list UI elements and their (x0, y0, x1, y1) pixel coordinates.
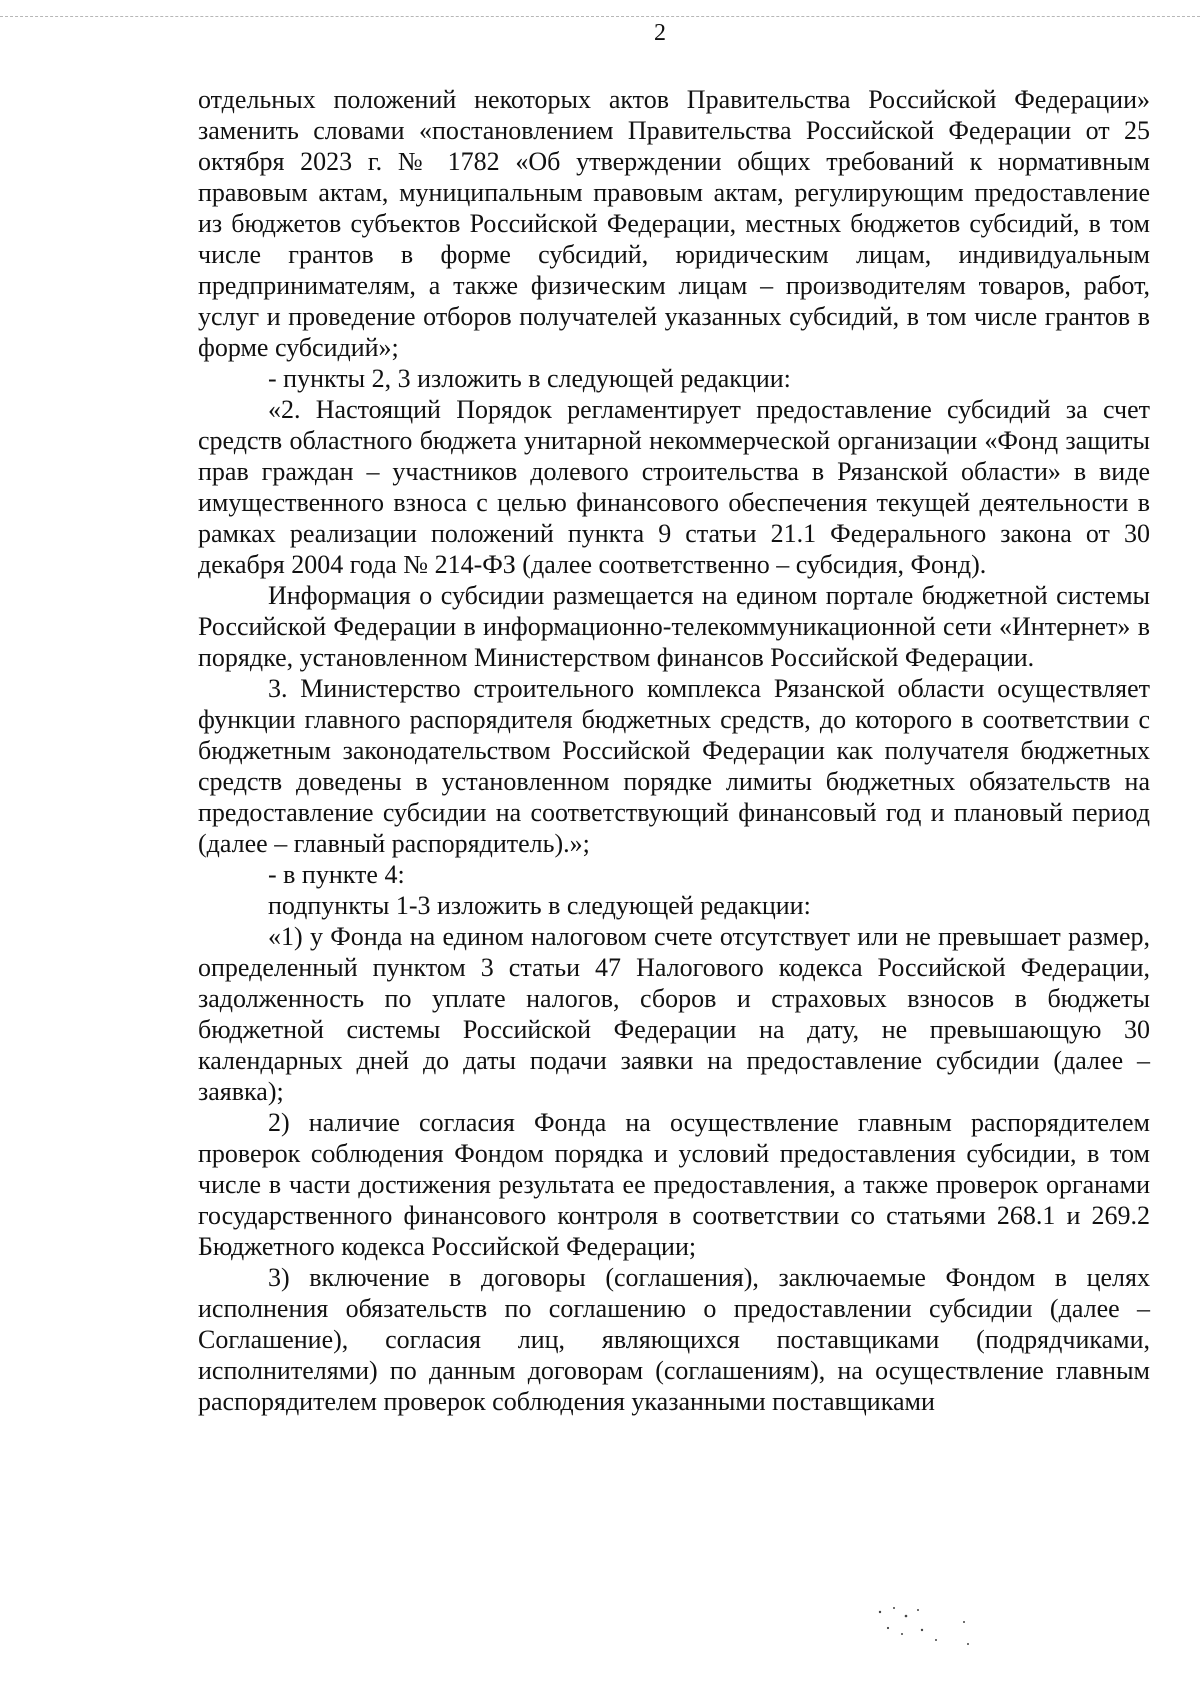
paragraph-item-3: 3. Министерство строительного комплекса Рязанской области осуществляет функции главного распорядителя бюджетных средств, до которого в соответствии с бюджетным законодательством Российской Федерации как получателя бюджетных средств доведены в установленном порядке лимиты бюджетных обязательств на предоставление субсидии на соответствующий финансовый год и плановый период (далее – главный распорядитель).»; (198, 674, 1150, 858)
paragraph-subpoint-3: 3) включение в договоры (соглашения), заключаемые Фондом в целях исполнения обязательств по соглашению о предоставлении субсидии (далее – Соглашение), согласия лиц, являющихся поставщиками (подрядчиками, исполнителями) по данным договорам (соглашениям), на осуществление главным распорядителем проверок соблюдения указанными поставщиками (198, 1263, 1150, 1416)
paragraph-continuation: отдельных положений некоторых актов Правительства Российской Федерации» заменить словами «постановлением Правительства Российской Федерации от 25 октября 2023 г. № 1782 «Об утверждении общих требований к нормативным правовым актам, муниципальным правовым актам, регулирующим предоставление из бюджетов субъектов Российской Федерации, местных бюджетов субсидий, в том числе грантов в форме субсидий, юридическим лицам, индивидуальным предпринимателям, а также физическим лицам – производителям товаров, работ, услуг и проведение отборов получателей указанных субсидий, в том числе грантов в форме субсидий»; (198, 85, 1150, 362)
paragraph-item-2: «2. Настоящий Порядок регламентирует предоставление субсидий за счет средств областного бюджета унитарной некоммерческой организации «Фонд защиты прав граждан – участников долевого строительства в Рязанской области» в виде имущественного взноса с целью финансового обеспечения текущей деятельности в рамках реализации положений пункта 9 статьи 21.1 Федерального закона от 30 декабря 2004 года № 214-ФЗ (далее соответственно – субсидия, Фонд). (198, 395, 1150, 579)
paragraph-subpoint-1: «1) у Фонда на едином налоговом счете отсутствует или не превышает размер, определенный пунктом 3 статьи 47 Налогового кодекса Российской Федерации, задолженность по уплате налогов, сборов и страховых взносов в бюджеты бюджетной системы Российской Федерации на дату, не превышающую 30 календарных дней до даты подачи заявки на предоставление субсидии (далее – заявка); (198, 922, 1150, 1106)
scan-edge-line (0, 16, 1200, 17)
page-number: 2 (654, 20, 666, 46)
scan-marks (860, 1600, 980, 1660)
paragraph-point-4: - в пункте 4: (268, 860, 405, 889)
scan-speckles (879, 1607, 969, 1645)
paragraph-subpoints: подпункты 1-3 изложить в следующей редакции: (268, 891, 811, 920)
document-body (198, 84, 1150, 1417)
paragraph-subsidy-info: Информация о субсидии размещается на едином портале бюджетной системы Российской Федерации в информационно-телекоммуникационной сети «Интернет» в порядке, установленном Министерством финансов Российской Федерации. (198, 581, 1150, 672)
paragraph-points-2-3: - пункты 2, 3 изложить в следующей редакции: (268, 364, 791, 393)
paragraph-subpoint-2: 2) наличие согласия Фонда на осуществление главным распорядителем проверок соблюдения Фондом порядка и условий предоставления субсидии, в том числе в части достижения результата ее предоставления, а также проверок органами государственного финансового контроля в соответствии со статьями 268.1 и 269.2 Бюджетного кодекса Российской Федерации; (198, 1108, 1150, 1261)
